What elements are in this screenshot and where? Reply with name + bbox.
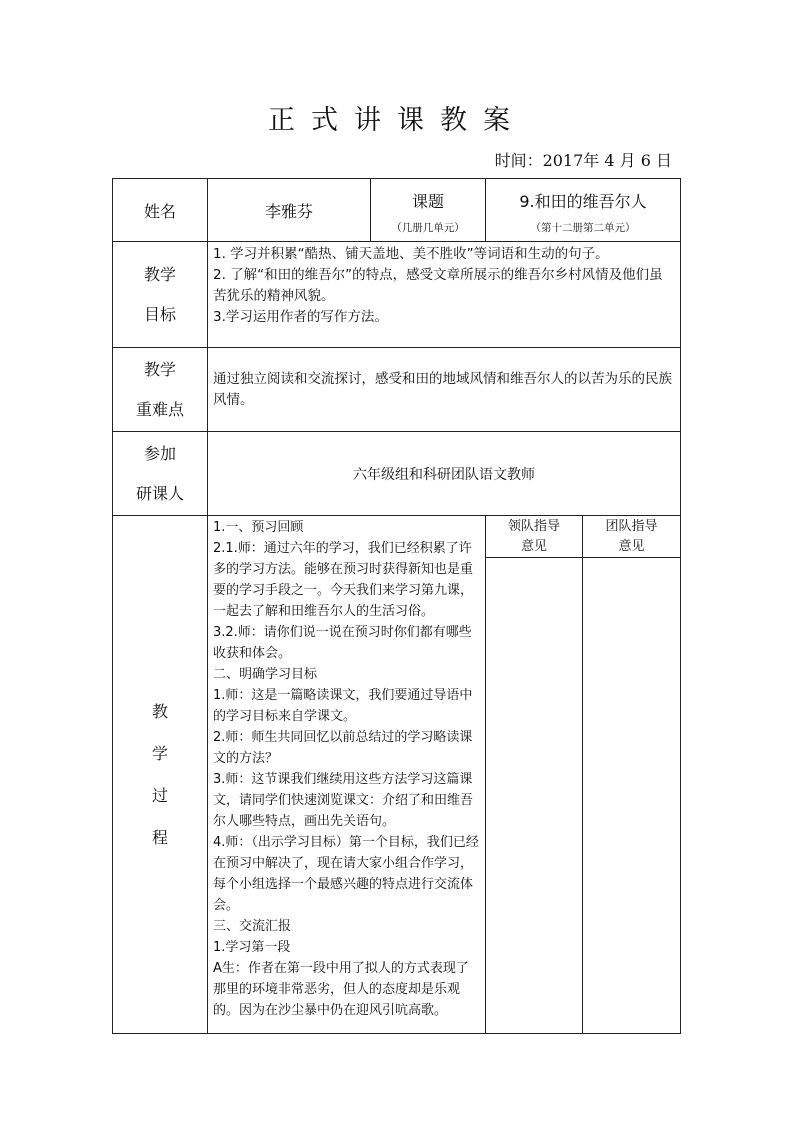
process-line: 2.师：师生共同回忆以前总结过的学习略读课文的方法？: [213, 730, 473, 766]
goal-item: 3.学习运用作者的写作方法。: [213, 309, 388, 325]
header-row: [113, 179, 681, 242]
participants-label: [113, 432, 208, 516]
document-title: 正式讲课教案: [268, 105, 526, 136]
team-guidance-label-2: 意见: [618, 538, 645, 554]
key-points-label-line2: 重难点: [135, 399, 184, 419]
key-points-content: 通过独立阅读和交流探讨，感受和田的地域风情和维吾尔人的以苦为乐的民族风情。: [208, 348, 681, 432]
lesson-date: 时间：2017年 4 月 6 日: [494, 151, 672, 170]
topic-value-sub: （第十二册第二单元）: [530, 222, 636, 234]
goals-row: [113, 242, 681, 348]
process-label-char: 程: [151, 827, 168, 847]
team-guidance-header: [583, 516, 681, 558]
goals-label-line1: 教学: [143, 264, 176, 284]
process-line: 1.师：这是一篇略读课文，我们要通过导语中的学习目标来自学课文。: [213, 688, 473, 724]
team-guidance-content: [583, 558, 681, 1034]
leader-guidance-label-1: 领队指导: [507, 518, 560, 534]
process-line: 二、明确学习目标: [213, 667, 318, 682]
lesson-plan-table: [112, 178, 681, 1034]
team-guidance-label-1: 团队指导: [605, 518, 658, 534]
participants-row: [113, 432, 681, 516]
topic-label-cell: [371, 179, 486, 242]
topic-label-sub: （几册几单元）: [391, 222, 465, 234]
goal-item: 1. 学习并积累“酷热、铺天盖地、美不胜收”等词语和生动的句子。: [213, 246, 609, 262]
topic-value-cell: [486, 179, 681, 242]
participants-content: 六年级组和科研团队语文教师: [208, 432, 681, 516]
process-line: 4.师：（出示学习目标）第一个目标，我们已经在预习中解决了，现在请大家小组合作学习，每个小组选择一个最感兴趣的特点进行交流体会。: [213, 835, 479, 913]
participants-label-line1: 参加: [143, 443, 176, 463]
process-line: 3.师：这节课我们继续用这些方法学习这篇课文，请同学们快速浏览课文：介绍了和田维吾尔人哪些特点，画出先关语句。: [213, 772, 474, 829]
topic-value: 9.和田的维吾尔人: [519, 192, 647, 211]
process-label-char: 教: [151, 701, 168, 721]
process-row-top: [113, 516, 681, 558]
goals-content: [208, 242, 681, 348]
topic-label: 课题: [411, 192, 444, 211]
teacher-name: 李雅芬: [208, 179, 371, 242]
goals-label-line2: 目标: [143, 304, 176, 324]
leader-guidance-header: [486, 516, 583, 558]
process-label-char: 学: [151, 743, 168, 763]
process-content: [208, 516, 486, 1034]
goals-label: [113, 242, 208, 348]
process-line: 2.1.师：通过六年的学习，我们已经积累了许多的学习方法。能够在预习时获得新知也是重要的学习手段之一。今天我们来学习第九课，一起去了解和田维吾尔人的生活习俗。: [213, 541, 474, 619]
goal-item: 2. 了解“和田的维吾尔”的特点，感受文章所展示的维吾尔乡村风情及他们虽苦犹乐的精神风貌。: [213, 267, 663, 304]
leader-guidance-label-2: 意见: [520, 538, 547, 554]
key-points-label-line1: 教学: [143, 359, 176, 379]
key-points-label: [113, 348, 208, 432]
leader-guidance-content: [486, 558, 583, 1034]
name-label: 姓名: [113, 179, 208, 242]
process-label: [113, 516, 208, 1034]
process-label-char: 过: [151, 785, 168, 805]
process-line: 三、交流汇报: [213, 919, 292, 934]
process-line: 3.2.师：请你们说一说在预习时你们都有哪些收获和体会。: [213, 625, 472, 661]
process-line: A生：作者在第一段中用了拟人的方式表现了那里的环境非常恶劣，但人的态度却是乐观的。因为在沙尘暴中仍在迎风引吭高歌。: [213, 961, 469, 1018]
key-points-row: [113, 348, 681, 432]
process-line: 1.一、预习回顾: [213, 520, 304, 535]
participants-label-line2: 研课人: [135, 483, 184, 503]
process-line: 1.学习第一段: [213, 940, 291, 955]
